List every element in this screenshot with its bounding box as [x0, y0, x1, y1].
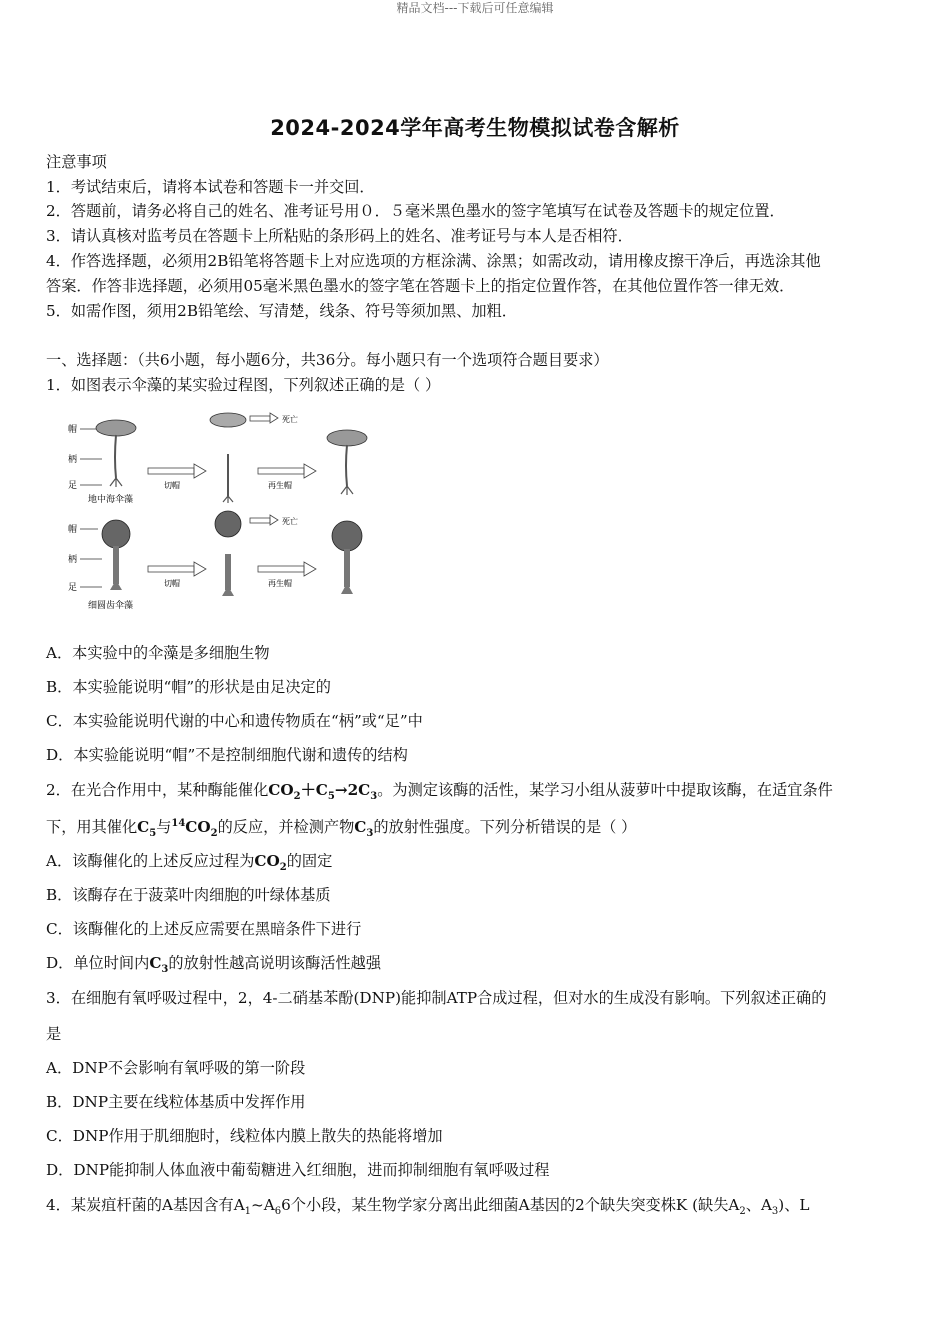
species-top: 地中海伞藻: [88, 495, 134, 505]
label-foot-2: 足: [68, 583, 78, 593]
dead-label-top: 死亡: [282, 415, 298, 424]
q1-option-b: B．本实验能说明“帽”的形状是由足决定的: [46, 678, 331, 696]
q3-option-a: A．DNP不会影响有氧呼吸的第一阶段: [46, 1059, 306, 1077]
header-note: 精品文档---下载后可任意编辑: [396, 1, 554, 15]
q4-stem: 4．某炭疽杆菌的A基因含有$A_1\sim A_66$个小段，某生物学家分离出此细菌A基因的2个缺失突变株K (缺失$A_2$、$A_3$)、L: [46, 1196, 810, 1218]
cut-label-bottom: 切帽: [164, 579, 180, 588]
q2-option-c: C．该酶催化的上述反应需要在黑暗条件下进行: [46, 920, 362, 938]
label-stalk-2: 柄: [68, 555, 78, 565]
q2-stem-line2: 下，用其催化$C_5$与$^{14}CO_2$的反应，并检测产物$C_3$的放射性强度。下列分析错误的是（ ）: [46, 817, 637, 840]
q3-option-b: B．DNP主要在线粒体基质中发挥作用: [46, 1093, 306, 1111]
q1-option-d: D．本实验能说明“帽”不是控制细胞代谢和遗传的结构: [46, 746, 408, 764]
regen-label-bottom: 再生帽: [268, 579, 292, 588]
label-cap: 帽: [68, 425, 78, 435]
notice-item-4-cont: 答案．作答非选择题，必须用05毫米黑色墨水的签字笔在答题卡上的指定位置作答，在其他位置作答一律无效．: [46, 277, 795, 295]
cap-umbrella: [96, 420, 136, 436]
q1-option-a: A．本实验中的伞藻是多细胞生物: [46, 644, 270, 662]
figure-top-row: [68, 413, 367, 505]
notice-heading: 注意事项: [46, 153, 107, 171]
dead-label-bottom: 死亡: [282, 517, 298, 526]
label-cap-2: 帽: [68, 525, 78, 535]
q1-option-c: C．本实验能说明代谢的中心和遗传物质在“柄”或“足”中: [46, 712, 423, 730]
figure-bottom-row: [68, 511, 362, 611]
notice-item-1: 1．考试结束后，请将本试卷和答题卡一并交回．: [46, 178, 375, 196]
q2-stem-line1: 2．在光合作用中，某种酶能催化$CO_2+C_5\to 2C_3$。为测定该酶的活性，某学习小组从菠萝叶中提取该酶，在适宜条件: [46, 781, 833, 803]
label-foot: 足: [68, 481, 78, 491]
notice-item-5: 5．如需作图，须用2B铅笔绘、写清楚，线条、符号等须加黑、加粗．: [46, 302, 517, 320]
q3-option-d: D．DNP能抑制人体血液中葡萄糖进入红细胞，进而抑制细胞有氧呼吸过程: [46, 1161, 550, 1179]
section-heading: 一、选择题：（共6小题，每小题6分，共36分。每小题只有一个选项符合题目要求）: [46, 351, 609, 369]
notice-item-2: 2．答题前，请务必将自己的姓名、准考证号用０．５毫米黑色墨水的签字笔填写在试卷及答题卡的规定位置．: [46, 202, 785, 220]
q3-stem: 3．在细胞有氧呼吸过程中，2，4-二硝基苯酚(DNP)能抑制ATP合成过程，但对水的生成没有影响。下列叙述正确的: [46, 989, 827, 1007]
species-bottom: 细圆齿伞藻: [88, 601, 134, 611]
q2-option-a: A．该酶催化的上述反应过程为$CO_2$的固定: [46, 852, 333, 874]
q3-option-c: C．DNP作用于肌细胞时，线粒体内膜上散失的热能将增加: [46, 1127, 443, 1145]
acetabularia-figure: [60, 408, 380, 618]
q2-option-d: D．单位时间内$C_3$的放射性越高说明该酶活性越强: [46, 954, 381, 976]
q3-stem-cont: 是: [46, 1025, 62, 1043]
notice-item-3: 3．请认真核对监考员在答题卡上所粘贴的条形码上的姓名、准考证号与本人是否相符．: [46, 227, 633, 245]
notice-item-4: 4．作答选择题，必须用2B铅笔将答题卡上对应选项的方框涂满、涂黑；如需改动，请用橡皮擦干净后，再选涂其他: [46, 252, 821, 270]
cap-flower: [102, 520, 130, 548]
cut-label-top: 切帽: [164, 481, 180, 490]
page-title: 2024-2024学年高考生物模拟试卷含解析: [270, 116, 680, 140]
regen-label-top: 再生帽: [268, 481, 292, 490]
q2-option-b: B．该酶存在于菠菜叶肉细胞的叶绿体基质: [46, 886, 331, 904]
q1-stem: 1．如图表示伞藻的某实验过程图，下列叙述正确的是（ ）: [46, 376, 441, 394]
label-stalk: 柄: [68, 455, 78, 465]
